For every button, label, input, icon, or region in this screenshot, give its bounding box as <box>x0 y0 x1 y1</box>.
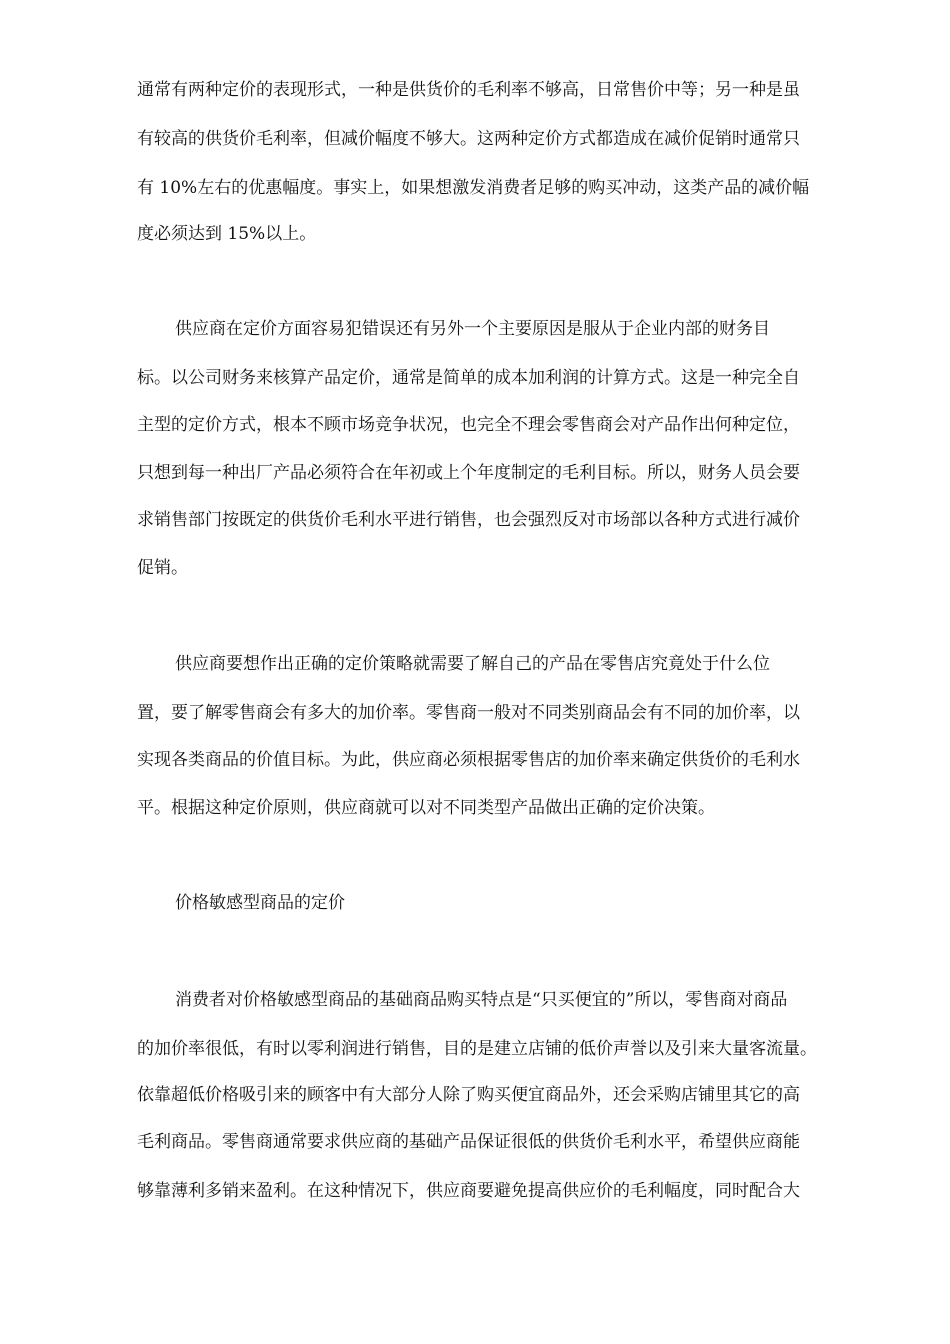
text-line: 实现各类商品的价值目标。为此，供应商必须根据零售店的加价率来确定供货价的毛利水 <box>137 750 800 770</box>
text-line: 通常有两种定价的表现形式，一种是供货价的毛利率不够高，日常售价中等；另一种是虽 <box>137 80 800 100</box>
text-line: 供应商在定价方面容易犯错误还有另外一个主要原因是服从于企业内部的财务目 <box>175 319 770 339</box>
text-line: 够靠薄利多销来盈利。在这种情况下，供应商要避免提高供应价的毛利幅度，同时配合大 <box>137 1181 800 1201</box>
text-line: 的加价率很低，有时以零利润进行销售，目的是建立店铺的低价声誉以及引来大量客流量。 <box>137 1039 817 1059</box>
text-line: 有较高的供货价毛利率，但减价幅度不够大。这两种定价方式都造成在减价促销时通常只 <box>137 129 800 149</box>
section-heading-text: 价格敏感型商品的定价 <box>175 893 345 913</box>
text-line: 标。以公司财务来核算产品定价，通常是简单的成本加利润的计算方式。这是一种完全自 <box>137 368 800 388</box>
text-line: 有 10%左右的优惠幅度。事实上，如果想激发消费者足够的购买冲动，这类产品的减价幅 <box>137 178 810 198</box>
text-line: 供应商要想作出正确的定价策略就需要了解自己的产品在零售店究竟处于什么位 <box>175 654 770 674</box>
text-line: 依靠超低价格吸引来的顾客中有大部分人除了购买便宜商品外，还会采购店铺里其它的高 <box>137 1085 800 1105</box>
text-line: 毛利商品。零售商通常要求供应商的基础产品保证很低的供货价毛利水平，希望供应商能 <box>137 1132 800 1152</box>
text-line: 求销售部门按既定的供货价毛利水平进行销售，也会强烈反对市场部以各种方式进行减价 <box>137 510 800 530</box>
text-line: 平。根据这种定价原则，供应商就可以对不同类型产品做出正确的定价决策。 <box>137 798 715 818</box>
text-line: 主型的定价方式，根本不顾市场竞争状况，也完全不理会零售商会对产品作出何种定位， <box>137 415 800 435</box>
text-line: 促销。 <box>137 558 188 578</box>
text-line: 置，要了解零售商会有多大的加价率。零售商一般对不同类别商品会有不同的加价率，以 <box>137 703 800 723</box>
text-line: 消费者对价格敏感型商品的基础商品购买特点是“只买便宜的”所以，零售商对商品 <box>175 990 788 1010</box>
text-line: 只想到每一种出厂产品必须符合在年初或上个年度制定的毛利目标。所以，财务人员会要 <box>137 463 800 483</box>
text-line: 度必须达到 15%以上。 <box>137 224 317 244</box>
